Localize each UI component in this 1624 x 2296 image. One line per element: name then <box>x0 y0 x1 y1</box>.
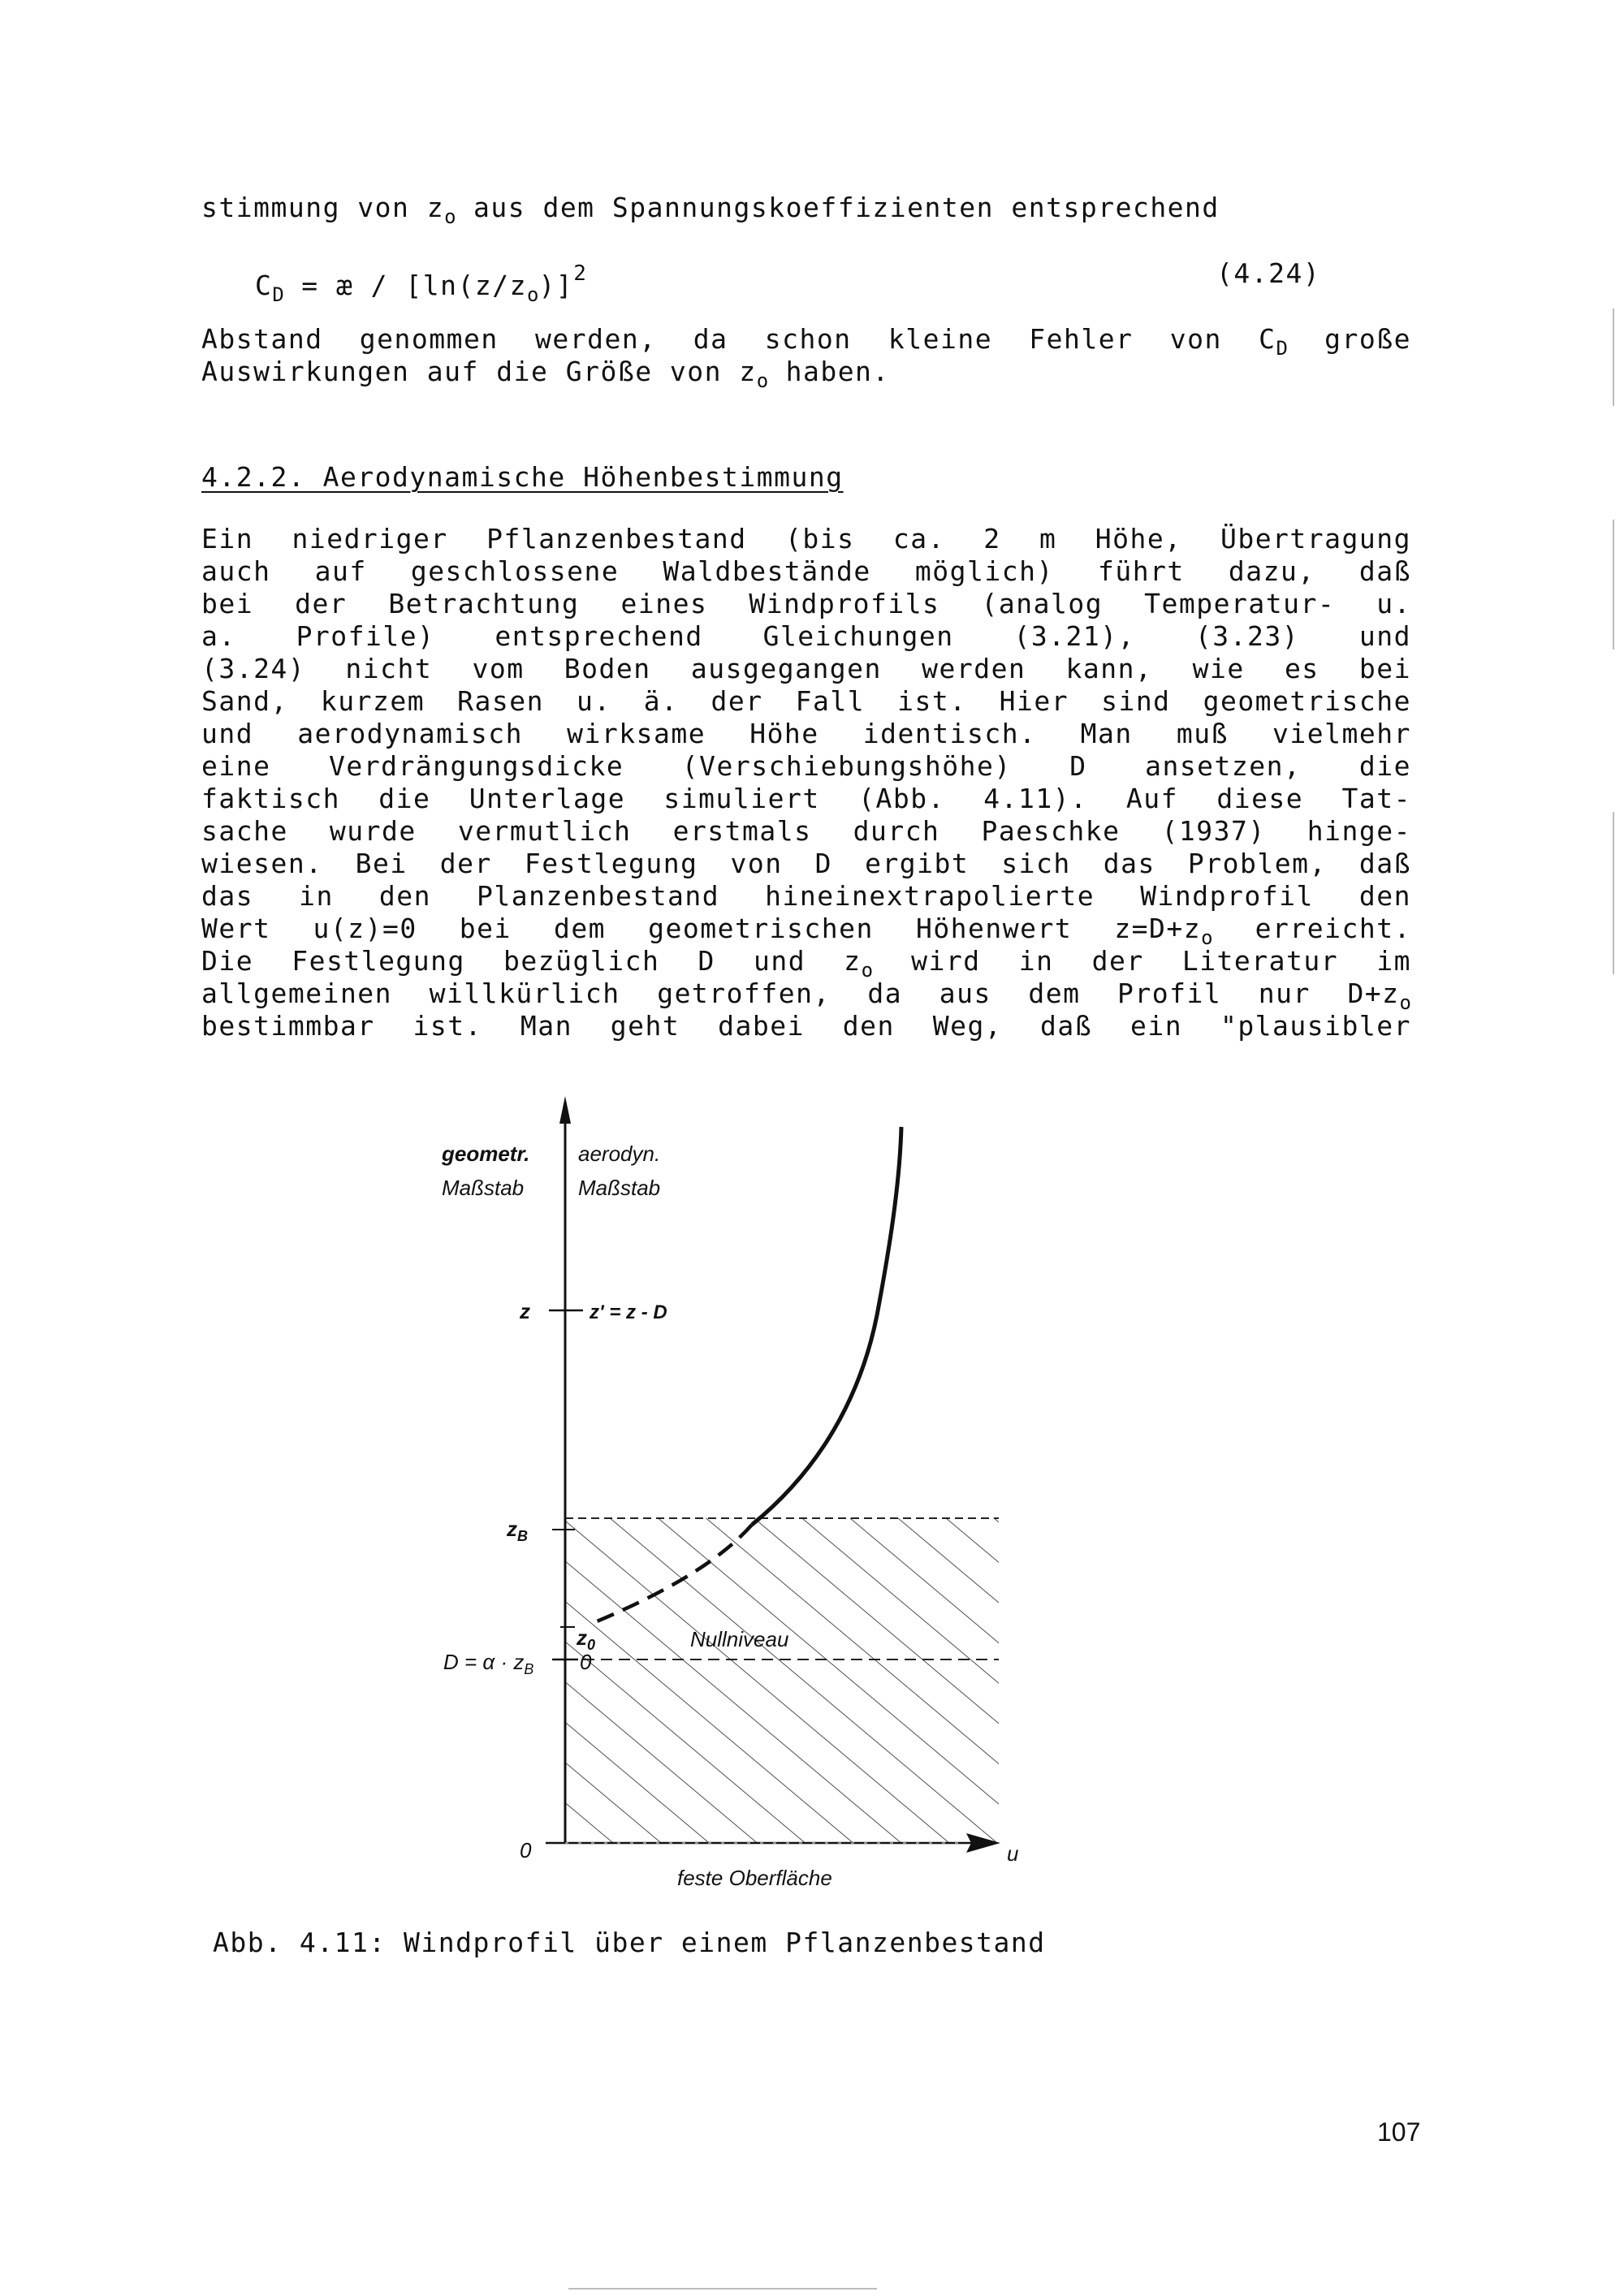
tick-label-zb: $z_B$ <box>507 1517 528 1544</box>
tick-label-d: $D = \alpha \cdot z_B$ <box>443 1650 534 1677</box>
tick-label-z: z <box>520 1299 530 1323</box>
vertical-axis-arrow-icon <box>559 1096 571 1124</box>
intro-line: stimmung von $z_o$ aus dem Spannungskoeffizienten entsprechend <box>201 192 1220 228</box>
paragraph-line: wiesen. Bei der Festlegung von D ergibt sich das Problem, daß <box>201 848 1411 879</box>
label-nullniveau: Nullniveau <box>690 1627 789 1651</box>
label-solid-surface: feste Oberfläche <box>677 1866 832 1890</box>
paragraph-line: faktisch die Unterlage simuliert (Abb. 4.11). Auf diese Tat- <box>201 783 1411 814</box>
paragraph-line: a. Profile) entsprechend Gleichungen (3.21), (3.23) und <box>201 620 1411 652</box>
after-equation-line-2: Auswirkungen auf die Größe von $z_o$ haben. <box>201 356 890 392</box>
axis-label-u: u <box>1007 1841 1019 1866</box>
paragraph-line: auch auf geschlossene Waldbestände möglich) führt dazu, daß <box>201 555 1411 587</box>
label-geometric-scale-2: Maßstab <box>442 1176 525 1200</box>
tick-label-z0: $z_0$ <box>577 1625 596 1653</box>
section-heading: 4.2.2. Aerodynamische Höhenbestimmung <box>201 461 844 493</box>
equation-4-24: $C_D$ = æ / $[\ln(z/z_o)]^2$ <box>255 261 588 306</box>
label-aerodynamic-scale-2: Maßstab <box>578 1176 661 1200</box>
tick-label-zero: 0 <box>520 1838 532 1862</box>
paragraph-line: bei der Betrachtung eines Windprofils (analog Temperatur- u. <box>201 588 1411 619</box>
page-number: 107 <box>1377 2117 1421 2147</box>
paragraph-line: und aerodynamisch wirksame Höhe identisch. Man muß vielmehr <box>201 718 1411 749</box>
paragraph-line: Die Festlegung bezüglich D und $z_o$ wird in der Literatur im <box>201 945 1411 982</box>
figure-caption: Abb. 4.11: Windprofil über einem Pflanzenbestand <box>213 1927 1046 1958</box>
paragraph-line: Ein niedriger Pflanzenbestand (bis ca. 2 m Höhe, Übertragung <box>201 523 1411 555</box>
label-aerodynamic-scale: aerodyn. <box>578 1142 661 1166</box>
paragraph-line: das in den Planzenbestand hineinextrapolierte Windprofil den <box>201 880 1411 912</box>
paragraph-line: eine Verdrängungsdicke (Verschiebungshöhe) D ansetzen, die <box>201 750 1411 782</box>
tick-label-zero-aero: 0 <box>580 1650 592 1674</box>
paragraph-line: allgemeinen willkürlich getroffen, da aus dem Profil nur $D+z_o$ <box>201 978 1411 1014</box>
label-geometric-scale: geometr. <box>442 1142 530 1166</box>
paragraph-line: (3.24) nicht vom Boden ausgegangen werden kann, wie es bei <box>201 653 1411 684</box>
tick-label-zprime: z' = z - D <box>590 1301 667 1323</box>
paragraph-line: sache wurde vermutlich erstmals durch Paeschke (1937) hinge- <box>201 815 1411 847</box>
paragraph-line: bestimmbar ist. Man geht dabei den Weg, daß ein "plausibler <box>201 1010 1411 1042</box>
equation-number: (4.24) <box>1216 257 1321 289</box>
canopy-hatch-area <box>565 1518 999 1843</box>
wind-profile-curve <box>752 1127 901 1525</box>
after-equation-line-1: Abstand genommen werden, da schon kleine Fehler von $C_D$ große <box>201 323 1411 360</box>
paragraph-line: Sand, kurzem Rasen u. ä. der Fall ist. Hier sind geometrische <box>201 685 1411 717</box>
paragraph-line: Wert u(z)=0 bei dem geometrischen Höhenwert $z=D+z_o$ erreicht. <box>201 913 1411 949</box>
